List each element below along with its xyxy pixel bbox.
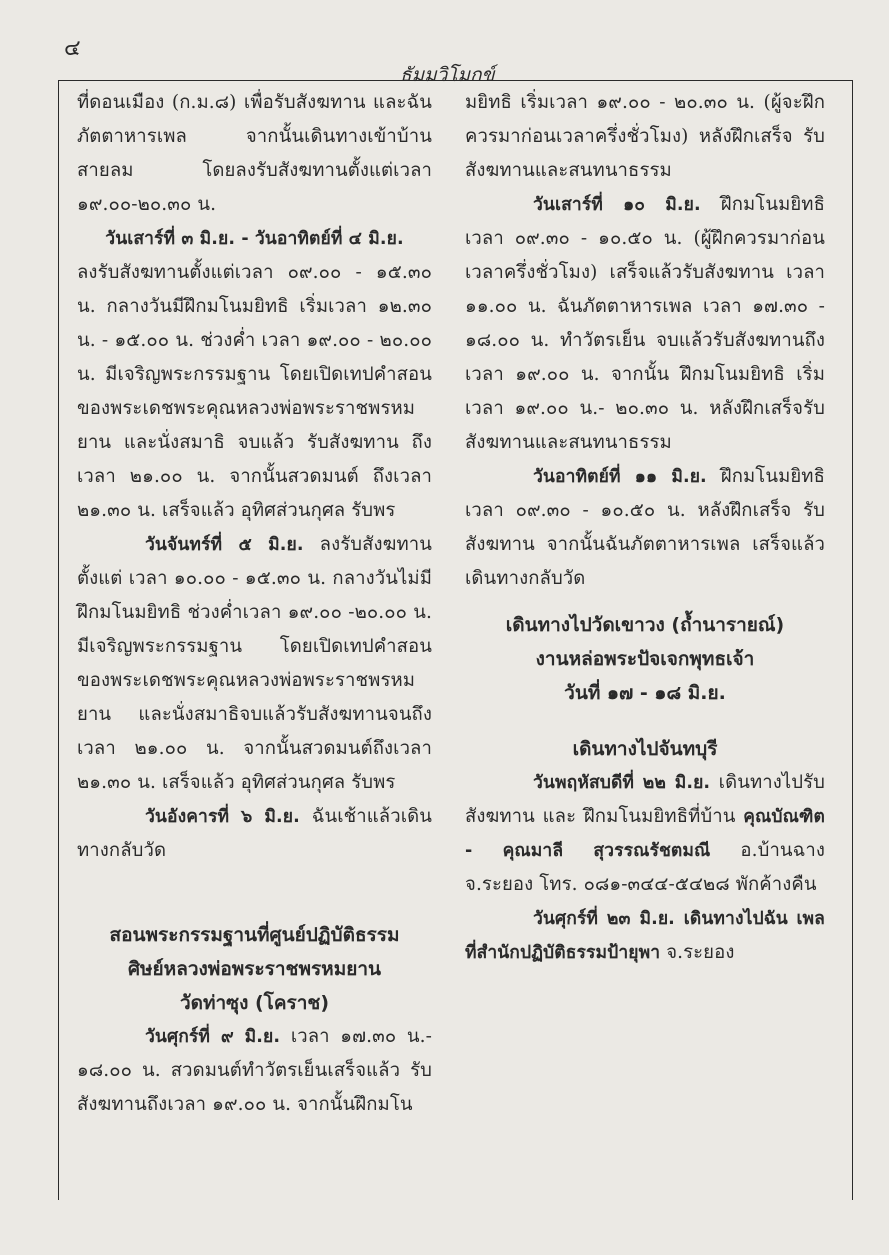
right-column (465, 86, 825, 970)
section-heading: เดินทางไปวัดเขาวง (ถ้ำนารายณ์) (505, 614, 785, 636)
schedule-date: วันอาทิตย์ที่ ๑๑ มิ.ย. (533, 467, 707, 487)
schedule-date: วันศุกร์ที่ ๒๓ มิ.ย. เดินทางไปฉัน (533, 909, 788, 929)
section-heading: วันที่ ๑๗ - ๑๘ มิ.ย. (564, 682, 726, 704)
paragraph: ที่ดอนเมือง (ก.ม.๘) เพื่อรับสังฆทาน และฉันภัตตาหารเพล จากนั้นเดินทางเข้าบ้านสายลม โดยลงรับสังฆทานตั้งแต่เวลา ๑๙.๐๐-๒๐.๓๐ น. (77, 92, 432, 215)
paragraph (465, 188, 825, 460)
paragraph (465, 902, 825, 970)
paragraph (465, 766, 825, 902)
paragraph: มยิทธิ เริ่มเวลา ๑๙.๐๐ - ๒๐.๓๐ น. (ผู้จะฝึกควรมาก่อนเวลาครึ่งชั่วโมง) หลังฝึกเสร็จ รับสังฆทานและสนทนาธรรม (465, 92, 825, 181)
section-heading: วัดท่าซุง (โคราช) (179, 992, 330, 1014)
schedule-date: วันเสาร์ที่ ๓ มิ.ย. - วันอาทิตย์ที่ ๔ มิ.ย. (105, 229, 404, 249)
paragraph-text: ฉันเช้าแล้วเดินทางกลับวัด (77, 806, 432, 861)
section-heading: ศิษย์หลวงพ่อพระราชพรหมยาน (127, 958, 382, 980)
schedule-date: วันอังคารที่ ๖ มิ.ย. (145, 807, 300, 827)
schedule-date: วันจันทร์ที่ ๕ มิ.ย. (145, 535, 304, 555)
paragraph-text: จ.ระยอง (666, 942, 735, 963)
paragraph-text: เวลา ๑๗.๓๐ น.- ๑๘.๐๐ น. สวดมนต์ทำวัตรเย็นเสร็จแล้ว รับสังฆทานถึงเวลา ๑๙.๐๐ น. จากนั้นฝึกมโน (77, 1026, 432, 1115)
paragraph: ลงรับสังฆทานตั้งแต่เวลา ๐๙.๐๐ - ๑๕.๓๐ น. กลางวันมีฝึกมโนมยิทธิ เริ่มเวลา ๑๒.๓๐ น. - ๑๕.๐๐ น. ช่วงค่ำ เวลา ๑๙.๐๐ - ๒๐.๐๐ น. มีเจริญพระกรรมฐาน โดยเปิดเทปคำสอนของพระเดชพระคุณหลวงพ่อพระราชพรหมยาน และนั่งสมาธิ จบแล้ว รับสังฆทาน ถึงเวลา ๒๑.๐๐ น. จากนั้นสวดมนต์ ถึงเวลา ๒๑.๓๐ น. เสร็จแล้ว อุทิศส่วนกุศล รับพร (77, 262, 432, 521)
schedule-date: วันพฤหัสบดีที่ ๒๒ มิ.ย. (533, 773, 711, 793)
paragraph-text: อ.บ้านฉาง จ.ระยอง โทร. ๐๘๑-๓๔๔-๕๔๒๘ พักค้างคืน (465, 840, 825, 895)
host-name: คุณบัณฑิต - คุณมาลี สุวรรณรัชตมณี (465, 807, 825, 861)
schedule-date: วันศุกร์ที่ ๙ มิ.ย. (145, 1027, 281, 1047)
section-heading: งานหล่อพระปัจเจกพุทธเจ้า (535, 648, 755, 670)
paragraph-text: ลงรับสังฆทานตั้งแต่ เวลา ๑๐.๐๐ - ๑๕.๓๐ น. กลางวันไม่มีฝึกมโนมยิทธิ ช่วงค่ำเวลา ๑๙.๐๐ -๒๐.๐๐ น. มีเจริญพระกรรมฐาน โดยเปิดเทปคำสอนของพระเดชพระคุณหลวงพ่อพระราชพรหมยาน และนั่งสมาธิจบแล้วรับสังฆทานจนถึง เวลา ๒๑.๐๐ น. จากนั้นสวดมนต์ถึงเวลา ๒๑.๓๐ น. เสร็จแล้ว อุทิศส่วนกุศล รับพร (77, 534, 432, 793)
section-heading: เดินทางไปจันทบุรี (572, 738, 718, 760)
paragraph-text: ฝึกมโนมยิทธิ เวลา ๐๙.๓๐ - ๑๐.๕๐ น. หลังฝึกเสร็จ รับสังฆทาน จากนั้นฉันภัตตาหารเพล เสร็จแล้วเดินทางกลับวัด (465, 466, 825, 589)
page-number: ๔ (64, 36, 81, 61)
paragraph (77, 800, 432, 868)
section-heading: สอนพระกรรมฐานที่ศูนย์ปฏิบัติธรรม (109, 924, 400, 946)
paragraph (465, 460, 825, 596)
paragraph (77, 528, 432, 800)
schedule-date: วันเสาร์ที่ ๑๐ มิ.ย. (533, 195, 701, 215)
paragraph (77, 1020, 432, 1122)
left-column (77, 86, 432, 1122)
paragraph-text: เดินทางไปรับสังฆทาน และ ฝึกมโนมยิทธิที่บ้าน (465, 772, 825, 827)
venue-name: เพลที่สำนักปฏิบัติธรรมป้ายุพา (465, 909, 825, 963)
paragraph-text: ฝึกมโนมยิทธิ เวลา ๐๙.๓๐ - ๑๐.๕๐ น. (ผู้ฝึกควรมาก่อนเวลาครึ่งชั่วโมง) เสร็จแล้วรับสังฆทาน เวลา ๑๑.๐๐ น. ฉันภัตตาหารเพล เวลา ๑๗.๓๐ - ๑๘.๐๐ น. ทำวัตรเย็น จบแล้วรับสังฆทานถึงเวลา ๑๙.๐๐ น. จากนั้น ฝึกมโนมยิทธิ เริ่มเวลา ๑๙.๐๐ น.- ๒๐.๓๐ น. หลังฝึกเสร็จรับสังฆทานและสนทนาธรรม (465, 194, 825, 453)
running-head: ธัมมวิโมกข์ (400, 64, 495, 86)
